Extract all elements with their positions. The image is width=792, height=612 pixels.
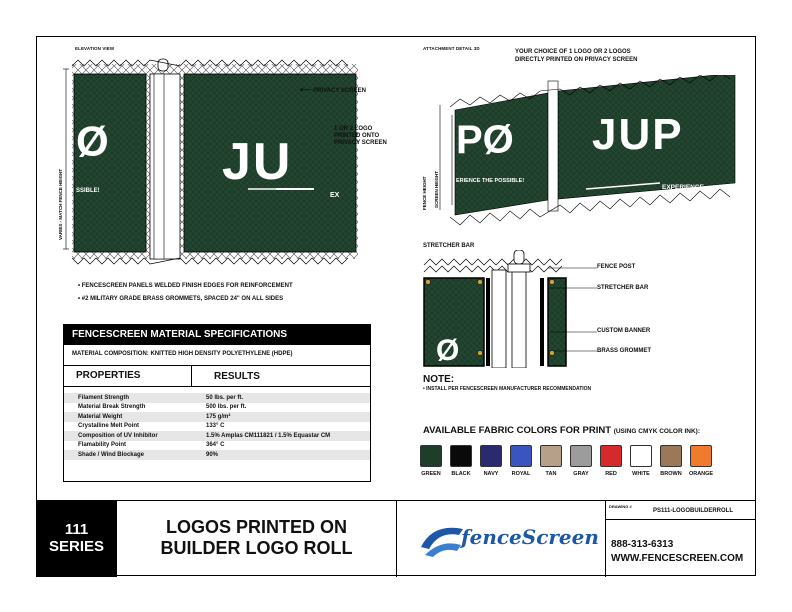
spec-col-results: RESULTS (214, 370, 260, 382)
elevation-label: ELEVATION VIEW (75, 46, 115, 51)
swatch-navy: NAVY (480, 445, 502, 477)
drawing-number: PS111-LOGOBUILDERROLL (653, 508, 734, 514)
spec-row: Material Weight 175 g/m² (64, 412, 370, 422)
custom-banner-callout: CUSTOM BANNER (597, 328, 651, 334)
swatch-white: WHITE (630, 445, 652, 477)
swatch-green: GREEN (420, 445, 442, 477)
swatch-royal: ROYAL (510, 445, 532, 477)
attachment-left-logo: PØ (456, 118, 514, 162)
spec-col-properties: PROPERTIES (64, 366, 192, 386)
attachment-left-tagline: ERIENCE THE POSSIBLE! (456, 178, 525, 184)
stretcher-leader-lines (540, 262, 598, 354)
fence-post-callout: FENCE POST (597, 264, 636, 270)
brass-grommet-callout: BRASS GROMMET (597, 348, 651, 354)
elevation-height-label: VARIES - MATCH FENCE HEIGHT (58, 168, 63, 240)
title-block (36, 500, 756, 577)
material-spec-table (63, 324, 371, 482)
drawing-number-label: DRAWING # (609, 504, 632, 509)
spec-row: Composition of UV Inhibitor 1.5% Amplas CM111821 / 1.5% Equastar CM (64, 431, 370, 441)
swatch-red: RED (600, 445, 622, 477)
logo-callout: 1 OR 2 LOGO PRINTED ONTO PRIVACY SCREEN (334, 126, 387, 146)
elevation-note-2: • #2 MILITARY GRADE BRASS GROMMETS, SPACED 24" ON ALL SIDES (78, 296, 284, 302)
elevation-left-tagline: SSIBLE! (76, 188, 100, 194)
note-text: • INSTALL PER FENCESCREEN MANUFACTURER RECOMMENDATION (423, 386, 592, 392)
drawing-title: LOGOS PRINTED ON BUILDER LOGO ROLL (117, 501, 397, 577)
phone-number: 888-313-6313 (611, 539, 674, 550)
screen-height-label: SCREEN HEIGHT (434, 170, 439, 208)
elevation-left-logo: Ø (76, 118, 109, 165)
fence-height-label: FENCE HEIGHT (422, 176, 427, 210)
swatch-tan: TAN (540, 445, 562, 477)
drawing-info (605, 501, 756, 577)
swatch-orange: ORANGE (690, 445, 712, 477)
spec-row: Flamability Point 364° C (78, 442, 225, 449)
attachment-right-logo: JUP (592, 110, 684, 159)
website: WWW.FENCESCREEN.COM (611, 553, 744, 564)
stretcher-bar-callout: STRETCHER BAR (597, 285, 649, 291)
attachment-right-tagline: EXPERIENCE (662, 184, 704, 191)
svg-text:Ø: Ø (436, 334, 460, 367)
attachment-caption: YOUR CHOICE OF 1 LOGO OR 2 LOGOS DIRECTLY PRINTED ON PRIVACY SCREEN (515, 49, 638, 63)
stretcher-label: STRETCHER BAR (423, 243, 475, 249)
swatch-gray: GRAY (570, 445, 592, 477)
spec-column-headers (64, 366, 370, 387)
elevation-right-tagline: EX (330, 192, 340, 199)
elevation-right-logo: JU (222, 133, 293, 191)
elevation-note-1: • FENCESCREEN PANELS WELDED FINISH EDGES FOR REINFORCEMENT (78, 283, 293, 289)
spec-row: Filament Strength 50 lbs. per ft. (64, 393, 370, 403)
colors-title: AVAILABLE FABRIC COLORS FOR PRINT (USING CMYK COLOR INK): (423, 425, 701, 436)
series-badge: 111 SERIES (36, 501, 117, 577)
swatch-black: BLACK (450, 445, 472, 477)
fencescreen-logo-mark (419, 519, 465, 559)
privacy-screen-callout: ⟵ PRIVACY SCREEN (300, 85, 366, 94)
spec-row: Shade / Wind Blockage 90% (64, 450, 370, 460)
color-swatches (420, 445, 712, 477)
attachment-label: ATTACHMENT DETAIL 3D (423, 46, 480, 51)
swatch-brown: BROWN (660, 445, 682, 477)
logo-text: fenceScreen (461, 525, 599, 549)
spec-row: Crystalline Melt Point 133° C (78, 423, 225, 430)
note-heading: NOTE: (423, 374, 455, 385)
spec-title: FENCESCREEN MATERIAL SPECIFICATIONS (64, 325, 370, 345)
spec-row: Material Break Strength 500 lbs. per ft. (78, 404, 247, 411)
spec-composition: MATERIAL COMPOSITION: KNITTED HIGH DENSITY POLYETHYLENE (HDPE) (64, 345, 370, 366)
fencescreen-logo (397, 501, 606, 577)
